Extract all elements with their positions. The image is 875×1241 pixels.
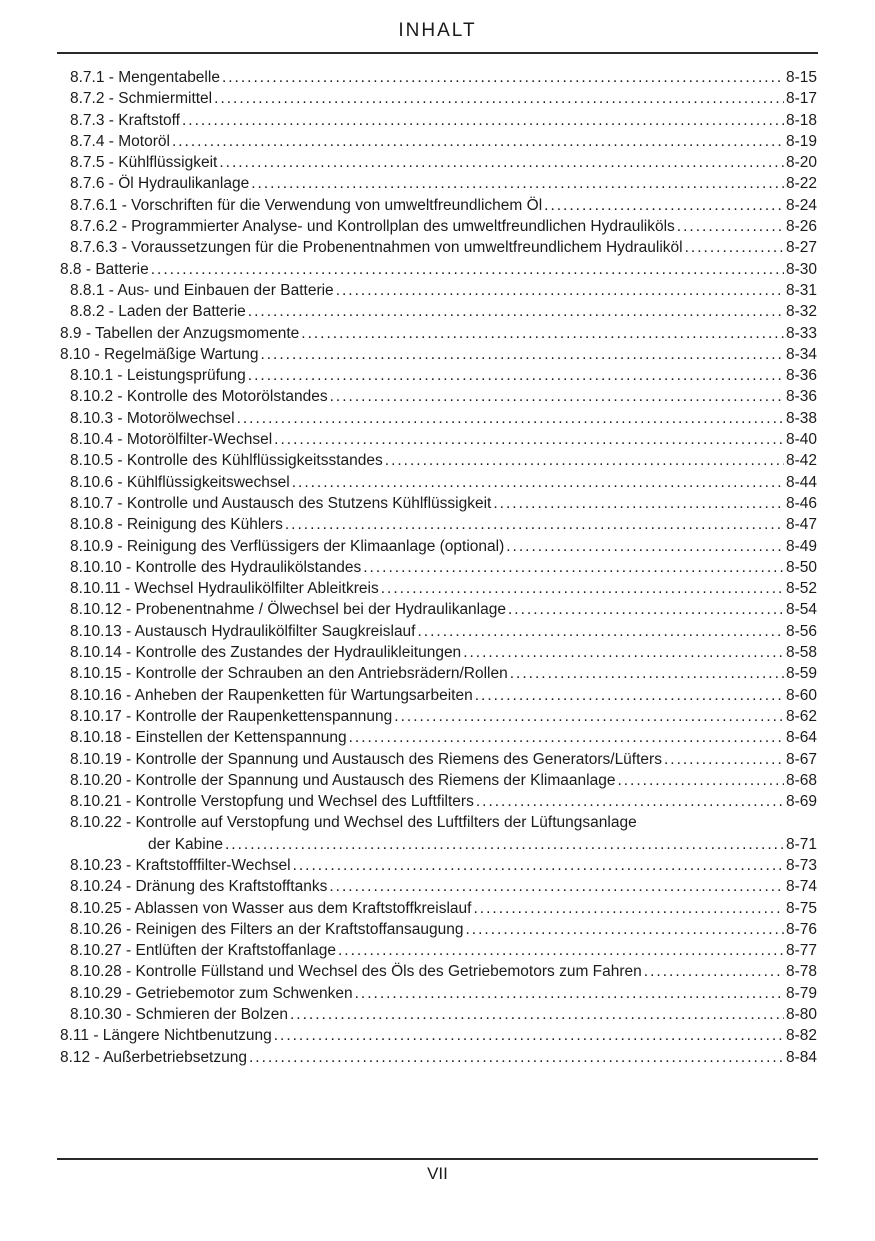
toc-dot-leader [394,706,784,727]
toc-entry [60,88,817,109]
toc-entry [60,429,817,450]
toc-page-number: 8-15 [785,69,817,86]
toc-entry [60,259,817,280]
toc-entry [60,855,817,876]
toc-entry-label: 8.10.9 - Reinigung des Verflüssigers der Klimaanlage (optional) [70,537,505,555]
toc-page-number: 8-18 [785,111,817,129]
toc-entry [60,216,817,237]
toc-dot-leader [172,131,784,152]
toc-page-number: 8-79 [785,984,817,1002]
toc-page-number: 8-56 [785,622,817,640]
toc-entry [60,408,817,429]
toc-page-number: 8-78 [785,963,817,981]
toc-entry-label: 8.10.3 - Motorölwechsel [70,409,235,427]
toc-entry [60,301,817,322]
toc-dot-leader [222,67,784,88]
toc-page-number: 8-71 [785,835,817,853]
footer-rule [57,1158,818,1160]
toc-entry [60,323,817,344]
toc-dot-leader [219,152,784,173]
toc-dot-leader [151,259,784,280]
toc-entry-label: 8.10.13 - Austausch Hydraulikölfilter Saugkreislauf [70,622,416,640]
toc-entry-label: 8.7.1 - Mengentabelle [70,69,220,86]
toc-entry [60,514,817,535]
toc-dot-leader [363,557,784,578]
toc-dot-leader [381,578,784,599]
toc-page-number: 8-50 [785,558,817,576]
toc-entry [60,536,817,557]
toc-dot-leader [301,323,784,344]
toc-entry [60,67,817,88]
toc-page-number: 8-31 [785,281,817,299]
toc-page-number: 8-30 [785,260,817,278]
toc-entry-label: 8.10.28 - Kontrolle Füllstand und Wechsel des Öls des Getriebemotors zum Fahren [70,963,642,981]
toc-dot-leader [544,195,784,216]
toc-dot-leader [251,173,784,194]
toc-dot-leader [473,898,783,919]
toc-page-number: 8-58 [785,644,817,662]
toc-dot-leader [617,770,784,791]
toc-entry-label: 8.10.17 - Kontrolle der Raupenkettenspannung [70,707,393,725]
toc-dot-leader [475,685,784,706]
toc-entry-label: 8.10.14 - Kontrolle des Zustandes der Hydraulikleitungen [70,644,462,662]
toc-page-number: 8-77 [785,942,817,960]
toc-entry [60,919,817,940]
toc-entry-label: 8.10.21 - Kontrolle Verstopfung und Wechsel des Luftfilters [70,793,474,811]
toc-entry [60,940,817,961]
toc-dot-leader [249,1047,784,1068]
toc-page-number: 8-67 [785,750,817,768]
toc-entry [60,173,817,194]
toc-entry-label: 8.10.8 - Reinigung des Kühlers [70,516,283,534]
toc-dot-leader [330,386,784,407]
toc-entry-label: 8.7.5 - Kühlflüssigkeit [70,154,218,172]
toc-dot-leader [336,280,784,301]
header-rule [57,52,818,54]
toc-entry [60,898,817,919]
toc-entry-label: 8.7.2 - Schmiermittel [70,90,213,108]
toc-entry-label: 8.10.11 - Wechsel Hydraulikölfilter Ableitkreis [70,580,379,598]
toc-entry [60,812,817,833]
toc-dot-leader [237,408,784,429]
toc-entry-label: 8.10.19 - Kontrolle der Spannung und Austausch des Riemens des Generators/Lüfters [70,750,662,768]
toc-entry [60,472,817,493]
toc-entry-label: 8.10.16 - Anheben der Raupenketten für Wartungsarbeiten [70,686,473,704]
toc-entry [60,599,817,620]
toc-page-number: 8-19 [785,132,817,150]
toc-entry-label: 8.10.30 - Schmieren der Bolzen [70,1006,288,1024]
toc-dot-leader [463,642,784,663]
toc-dot-leader [355,983,784,1004]
toc-page-number: 8-68 [785,771,817,789]
toc-entry [60,663,817,684]
toc-dot-leader [677,216,784,237]
toc-dot-leader [214,88,784,109]
toc-dot-leader [329,876,784,897]
toc-page-number: 8-69 [785,793,817,811]
toc-entry [60,749,817,770]
toc-entry-label: 8.10.1 - Leistungsprüfung [70,367,246,385]
toc-page-number: 8-36 [785,388,817,406]
toc-page-number: 8-62 [785,707,817,725]
toc-page-number: 8-75 [785,899,817,917]
toc-page-number: 8-44 [785,473,817,491]
toc-entry-label: 8.9 - Tabellen der Anzugsmomente [60,324,300,342]
toc-page-number: 8-82 [785,1027,817,1045]
toc-entry-label: 8.10.10 - Kontrolle des Hydraulikölstandes [70,558,362,576]
toc-entry-label: 8.8.1 - Aus- und Einbauen der Batterie [70,281,334,299]
toc-page-number: 8-40 [785,431,817,449]
toc-dot-leader [644,961,784,982]
toc-entry [60,195,817,216]
page-number: VII [427,1164,448,1183]
toc-page-number: 8-33 [785,324,817,342]
toc-dot-leader [292,472,784,493]
toc-page-number: 8-60 [785,686,817,704]
toc-entry-label: 8.7.3 - Kraftstoff [70,111,180,129]
toc-entry-label: 8.10.7 - Kontrolle und Austausch des Stutzens Kühlflüssigkeit [70,494,492,512]
toc-entry [60,131,817,152]
toc-entry-label: 8.7.6.3 - Voraussetzungen für die Probenentnahmen von umweltfreundlichem Hydrauliköl [70,239,683,257]
toc-entry-label: 8.7.4 - Motoröl [70,132,170,150]
toc-entry-label: 8.7.6 - Öl Hydraulikanlage [70,175,250,193]
toc-page-number: 8-32 [785,303,817,321]
toc-dot-leader [290,1004,784,1025]
toc-page-number: 8-76 [785,920,817,938]
toc-entry [60,961,817,982]
toc-page-number: 8-59 [785,665,817,683]
toc-entry [60,450,817,471]
toc-dot-leader [182,110,784,131]
toc-page-number: 8-52 [785,580,817,598]
toc-entry [60,876,817,897]
toc-dot-leader [274,429,784,450]
toc-dot-leader [248,365,784,386]
toc-page-number: 8-42 [785,452,817,470]
toc-dot-leader [506,536,784,557]
toc-entry [60,493,817,514]
toc-entry [60,642,817,663]
toc-entry [60,727,817,748]
toc-entry-label: 8.10.27 - Entlüften der Kraftstoffanlage [70,942,336,960]
toc-entry-label: 8.8 - Batterie [60,260,149,278]
toc-entry-label: 8.10.24 - Dränung des Kraftstofftanks [70,878,328,896]
toc-entry-label: 8.12 - Außerbetriebsetzung [60,1048,247,1066]
toc-entry-label: 8.10.23 - Kraftstofffilter-Wechsel [70,856,291,874]
toc-page-number: 8-27 [785,239,817,257]
toc-dot-leader [466,919,784,940]
toc-dot-leader [510,663,784,684]
toc-dot-leader [685,237,784,258]
toc-entry [60,706,817,727]
toc-dot-leader [248,301,784,322]
toc-dot-leader [508,599,784,620]
toc-page-number: 8-80 [785,1006,817,1024]
page-title: INHALT [398,20,477,41]
toc-list [60,67,817,1068]
toc-page-number: 8-46 [785,494,817,512]
toc-entry [60,237,817,258]
toc-entry-label: 8.10.25 - Ablassen von Wasser aus dem Kraftstoffkreislauf [70,899,472,917]
toc-entry-label: 8.10.20 - Kontrolle der Spannung und Austausch des Riemens der Klimaanlage [70,771,616,789]
toc-entry-label: 8.10 - Regelmäßige Wartung [60,345,259,363]
toc-dot-leader [338,940,784,961]
toc-entry [60,1004,817,1025]
toc-page-number: 8-73 [785,856,817,874]
toc-entry [60,110,817,131]
toc-dot-leader [285,514,784,535]
toc-page-number: 8-49 [785,537,817,555]
toc-entry [60,1025,817,1046]
toc-entry-label: 8.10.22 - Kontrolle auf Verstopfung und Wechsel des Luftfilters der Lüftungsanlage [70,814,637,832]
toc-entry-label: 8.7.6.2 - Programmierter Analyse- und Kontrollplan des umweltfreundlichen Hydrauliköls [70,218,675,236]
toc-dot-leader [260,344,784,365]
toc-dot-leader [225,834,784,855]
toc-page-number: 8-64 [785,729,817,747]
toc-page-number: 8-24 [785,196,817,214]
toc-page-number: 8-22 [785,175,817,193]
toc-entry [60,578,817,599]
toc-entry [60,152,817,173]
toc-page-number: 8-74 [785,878,817,896]
toc-dot-leader [349,727,784,748]
toc-entry-label: 8.10.29 - Getriebemotor zum Schwenken [70,984,353,1002]
toc-entry-label: 8.8.2 - Laden der Batterie [70,303,246,321]
toc-page-number: 8-84 [785,1048,817,1066]
toc-entry [60,365,817,386]
toc-page-number: 8-54 [785,601,817,619]
toc-entry-label: 8.10.2 - Kontrolle des Motorölstandes [70,388,328,406]
toc-page-number: 8-17 [785,90,817,108]
toc-entry [60,386,817,407]
toc-dot-leader [418,621,784,642]
toc-page-number: 8-36 [785,367,817,385]
toc-entry-label: 8.11 - Längere Nichtbenutzung [60,1027,272,1045]
toc-entry [60,344,817,365]
toc-entry-label: 8.10.5 - Kontrolle des Kühlflüssigkeitsstandes [70,452,383,470]
toc-entry-label: 8.10.15 - Kontrolle der Schrauben an den Antriebsrädern/Rollen [70,665,508,683]
toc-entry [60,770,817,791]
toc-dot-leader [664,749,784,770]
toc-entry-label: 8.10.6 - Kühlflüssigkeitswechsel [70,473,290,491]
toc-entry-label: der Kabine [148,835,223,853]
toc-page-number: 8-26 [785,218,817,236]
toc-entry-label: 8.7.6.1 - Vorschriften für die Verwendung von umweltfreundlichem Öl [70,196,543,214]
toc-dot-leader [493,493,784,514]
toc-dot-leader [293,855,784,876]
toc-entry-label: 8.10.26 - Reinigen des Filters an der Kraftstoffansaugung [70,920,464,938]
toc-entry-label: 8.10.4 - Motorölfilter-Wechsel [70,431,273,449]
toc-page-number: 8-34 [785,345,817,363]
toc-dot-leader [385,450,784,471]
toc-entry [60,557,817,578]
toc-entry-label: 8.10.18 - Einstellen der Kettenspannung [70,729,347,747]
toc-page-number: 8-38 [785,409,817,427]
toc-entry [60,791,817,812]
toc-dot-leader [476,791,784,812]
toc-entry [60,1047,817,1068]
toc-entry [60,280,817,301]
toc-page-number: 8-20 [785,154,817,172]
toc-entry-continuation [60,834,817,855]
toc-entry [60,621,817,642]
toc-dot-leader [274,1025,784,1046]
toc-entry [60,685,817,706]
toc-entry-label: 8.10.12 - Probenentnahme / Ölwechsel bei der Hydraulikanlage [70,601,506,619]
toc-page-number: 8-47 [785,516,817,534]
toc-entry [60,983,817,1004]
